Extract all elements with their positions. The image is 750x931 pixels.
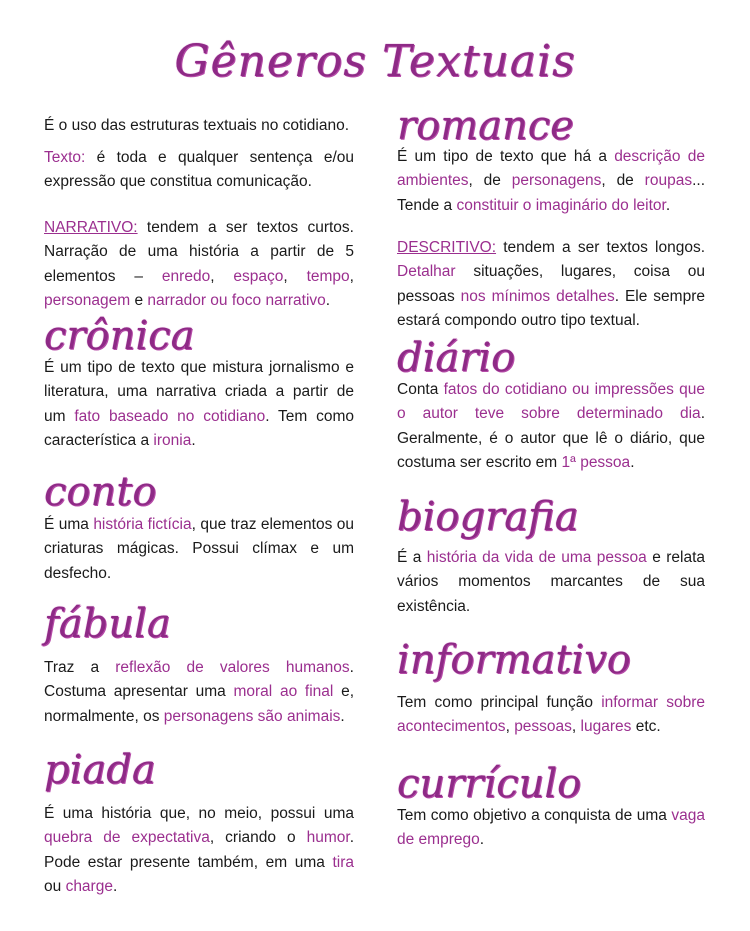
fabula-paragraph (44, 656, 354, 729)
descritivo-label: DESCRITIVO: (397, 239, 497, 256)
biografia-paragraph (397, 546, 705, 619)
romance-text: ... Tende a (397, 172, 705, 214)
informativo-paragraph (397, 691, 705, 740)
page-title: Gêneros Textuais (174, 36, 576, 87)
highlight: espaço (233, 267, 284, 285)
intro-text: É o uso das estruturas textuais no cotidiano. (44, 117, 350, 134)
highlight: descrição de ambientes (397, 148, 705, 190)
highlight: reflexão de valores humanos (115, 659, 350, 676)
diario-paragraph (397, 378, 705, 475)
descritivo-text: situações, lugares, coisa ou pessoas (397, 263, 705, 305)
conto-text: , que traz elementos ou criaturas mágicas. Possui clímax e um desfecho. (44, 516, 355, 582)
curriculo-paragraph (397, 804, 705, 853)
informativo-text: , (571, 718, 581, 736)
narrativo-paragraph (44, 216, 354, 313)
fabula-text: . Costuma apresentar uma (44, 659, 354, 701)
piada-text: . Pode estar presente também, em uma (44, 829, 355, 871)
narrativo-label: NARRATIVO: (44, 219, 138, 236)
diario-text: . (630, 453, 635, 471)
highlight: moral ao final (233, 683, 334, 701)
romance-text: , de (468, 172, 512, 190)
narrativo-text: , (283, 267, 307, 285)
highlight: história da vida de uma pessoa (426, 549, 647, 566)
curriculo-text: . (479, 831, 485, 849)
narrativo-text: , (210, 267, 234, 285)
diario-text: . Geralmente, é o autor que lê o diário, que costuma ser escrito em (397, 405, 705, 471)
highlight: tira (332, 853, 354, 871)
highlight: humor (306, 829, 350, 847)
highlight: nos mínimos detalhes (460, 287, 615, 305)
biografia-text: É a (397, 549, 427, 566)
biografia-text: e relata vários momentos marcantes de sua existência. (397, 549, 705, 615)
cronica-text: É um tipo de texto que mistura jornalismo e literatura, uma narrativa criada a partir de um (44, 359, 354, 425)
curriculo-heading: currículo (397, 761, 582, 807)
cronica-paragraph (44, 356, 354, 453)
highlight: lugares (580, 718, 632, 736)
informativo-text: etc. (631, 718, 661, 736)
highlight: Detalhar (397, 263, 456, 281)
highlight: vaga de emprego (397, 807, 705, 849)
romance-heading: romance (397, 103, 574, 149)
texto-label: Texto: (44, 149, 86, 166)
texto-body: é toda e qualquer sentença e/ou expressão que constitua comunicação. (44, 149, 354, 191)
highlight: quebra de expectativa (44, 829, 210, 847)
fabula-text: Traz a (44, 659, 116, 676)
conto-heading: conto (44, 469, 157, 515)
highlight: fatos do cotidiano ou impressões que o autor teve sobre determinado dia (397, 381, 705, 423)
highlight: roupas (644, 172, 693, 190)
descritivo-paragraph (397, 236, 705, 333)
highlight: constituir o imaginário do leitor (456, 196, 666, 214)
highlight: tempo (306, 267, 350, 285)
piada-paragraph (44, 802, 354, 899)
highlight: personagens (511, 172, 602, 190)
narrativo-text: e (130, 291, 148, 309)
descritivo-text: . Ele sempre estará compondo outro tipo textual. (397, 287, 705, 329)
narrativo-text: . (325, 291, 331, 309)
informativo-heading: informativo (397, 637, 631, 683)
highlight: narrador ou foco narrativo (147, 291, 326, 309)
conto-paragraph (44, 513, 354, 586)
romance-paragraph (397, 145, 705, 218)
texto-definition (44, 146, 354, 195)
fabula-heading: fábula (44, 601, 171, 647)
informativo-text: , (505, 718, 515, 736)
highlight: pessoas (514, 718, 572, 736)
biografia-heading: biografia (397, 494, 579, 540)
highlight: personagem (44, 291, 131, 309)
informativo-text: Tem como principal função (397, 694, 602, 711)
highlight: 1ª pessoa (561, 453, 631, 471)
cronica-heading: crônica (44, 313, 195, 359)
highlight: ironia (153, 431, 192, 449)
romance-text: . (665, 196, 671, 214)
piada-text: ou (44, 877, 66, 895)
romance-text: , de (601, 172, 645, 190)
descritivo-text: tendem a ser textos longos. (496, 239, 705, 256)
narrativo-text: tendem a ser textos curtos. Narração de uma história a partir de 5 elementos – (44, 219, 354, 285)
highlight: personagens são animais (163, 707, 341, 725)
highlight: história fictícia (93, 516, 192, 533)
conto-text: É uma (44, 516, 94, 533)
fabula-text: e, normalmente, os (44, 683, 355, 725)
piada-text: . (112, 877, 118, 895)
narrativo-text: , (349, 267, 354, 285)
diario-text: Conta (397, 381, 444, 398)
highlight: informar sobre acontecimentos (397, 694, 705, 736)
diario-heading: diário (397, 335, 516, 381)
highlight: enredo (161, 267, 211, 285)
curriculo-text: Tem como objetivo a conquista de uma (397, 807, 672, 824)
piada-heading: piada (44, 747, 156, 793)
cronica-text: . Tem como característica a (44, 407, 355, 449)
fabula-text: . (340, 707, 345, 725)
piada-text: , criando o (209, 829, 307, 847)
highlight: charge (65, 877, 113, 895)
piada-text: É uma história que, no meio, possui uma (44, 805, 354, 822)
highlight: fato baseado no cotidiano (74, 407, 266, 425)
romance-text: É um tipo de texto que há a (397, 148, 615, 165)
cronica-text: . (191, 431, 196, 449)
